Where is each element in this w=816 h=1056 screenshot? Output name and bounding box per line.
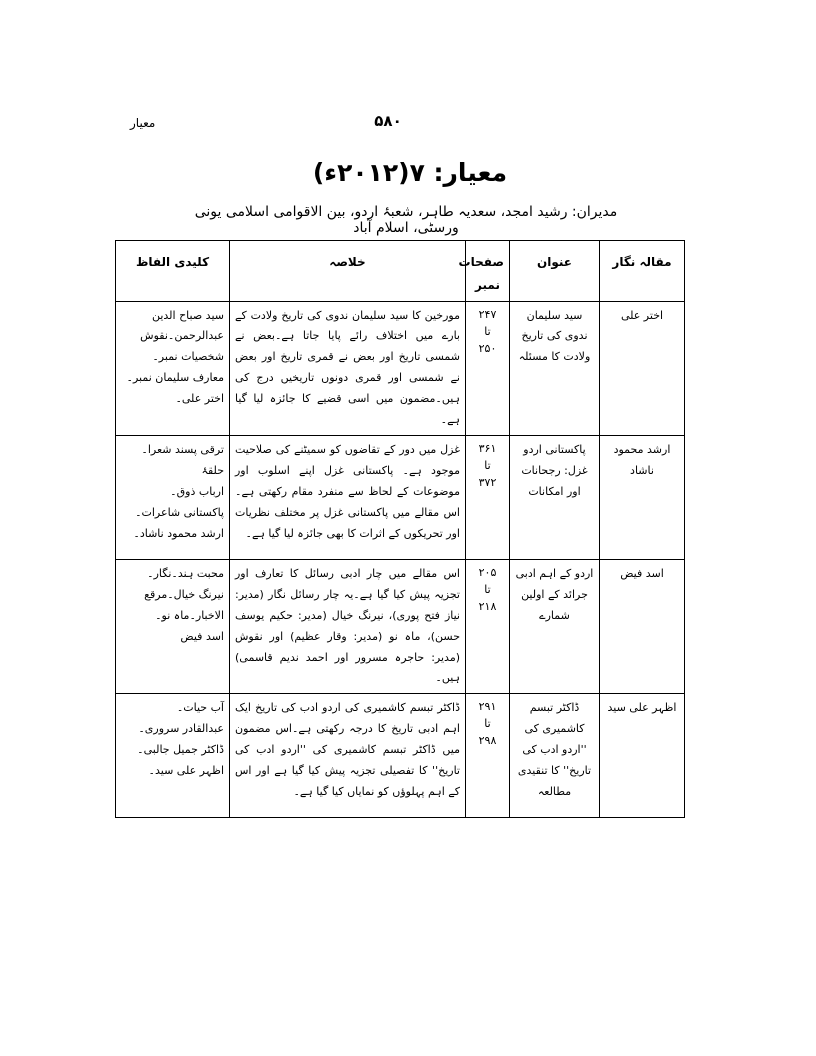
header-summary: خلاصہ — [230, 241, 466, 302]
page-to-label: تا — [484, 582, 491, 596]
pages-cell — [466, 301, 510, 435]
keyword: سید صباح الدین — [151, 308, 224, 322]
page-to: ۲۵۰ — [478, 341, 497, 355]
header-keywords: کلیدی الفاظ — [116, 241, 230, 302]
title-cell: ڈاکٹر تبسم کاشمیری کی ''اردو ادب کی تاریخ'' کا تنقیدی مطالعہ — [510, 694, 600, 818]
pages-cell — [466, 559, 510, 693]
author-cell: اسد فیض — [600, 559, 685, 693]
page-from: ۲۴۷ — [478, 307, 497, 321]
table-header-row — [116, 241, 685, 302]
table-row — [116, 559, 685, 693]
keyword: ارباب ذوق۔ — [170, 484, 224, 498]
header-author: مقالہ نگار — [600, 241, 685, 302]
title-cell: اردو کے اہم ادبی جرائد کے اولین شمارے — [510, 559, 600, 693]
pages-cell — [466, 694, 510, 818]
keyword: ڈاکٹر جمیل جالبی۔ — [137, 743, 224, 757]
page-to: ۲۹۸ — [478, 734, 497, 748]
table-row — [116, 301, 685, 435]
author-cell: اختر علی — [600, 301, 685, 435]
article-index-table — [115, 240, 685, 818]
keywords-cell — [116, 694, 230, 818]
page-from: ۲۰۵ — [478, 565, 497, 579]
keywords-cell — [116, 435, 230, 559]
summary-cell: ڈاکٹر تبسم کاشمیری کی اردو ادب کی تاریخ ایک اہم ادبی تاریخ کا درجہ رکھتی ہے۔اس مضمون میں ڈاکٹر تبسم کاشمیری کی ''اردو ادب کی تاریخ'' کا تفصیلی تجزیہ پیش کیا گیا ہے اور اس کے اہم پہلوؤں کو نمایاں کیا گیا ہے۔ — [230, 694, 466, 818]
title-cell: سید سلیمان ندوی کی تاریخ ولادت کا مسئلہ — [510, 301, 600, 435]
keyword: عبدالقادر سروری۔ — [138, 722, 224, 736]
author-cell: اظہر علی سید — [600, 694, 685, 818]
page-to-label: تا — [484, 717, 491, 731]
keyword: آب حیات۔ — [176, 701, 224, 715]
keywords-cell — [116, 301, 230, 435]
keyword: ارشد محمود ناشاد۔ — [133, 526, 224, 540]
keywords-cell — [116, 559, 230, 693]
summary-cell: غزل میں دور کے تقاضوں کو سمیٹنے کی صلاحیت موجود ہے۔ پاکستانی غزل اپنے اسلوب اور موضوعات کے لحاظ سے منفرد مقام رکھتی ہے۔اس مقالے میں پاکستانی غزل پر مختلف نظریات اور تحریکوں کے اثرات کا بھی جائزہ لیا گیا ہے۔ — [230, 435, 466, 559]
page-number: ۵۸۰ — [374, 112, 402, 130]
page-to: ۲۱۸ — [478, 600, 497, 614]
summary-cell: اس مقالے میں چار ادبی رسائل کا تعارف اور تجزیہ پیش کیا گیا ہے۔یہ چار رسائل نگار (مدیر: نیاز فتح پوری)، نیرنگ خیال (مدیر: حکیم یوسف حسن)، ماہ نو (مدیر: وقار عظیم) اور نقوش (مدیر: حاجرہ مسرور اور احمد ندیم قاسمی) ہیں۔ — [230, 559, 466, 693]
keyword: عبدالرحمن۔نقوش — [140, 329, 224, 343]
page-from: ۳۶۱ — [478, 441, 497, 455]
keyword: اختر علی۔ — [175, 392, 224, 406]
title-cell: پاکستانی اردو غزل: رجحانات اور امکانات — [510, 435, 600, 559]
summary-cell: مورخین کا سید سلیمان ندوی کی تاریخ ولادت کے بارے میں اختلاف رائے پایا جاتا ہے۔بعض نے شمسی تاریخ اور بعض نے قمری تاریخ اور بعض نے شمسی اور قمری دونوں تاریخیں درج کی ہیں۔مضمون میں اسی قضیے کا جائزہ لیا گیا ہے۔ — [230, 301, 466, 435]
page-to-label: تا — [484, 458, 491, 472]
keyword: معارف سلیمان نمبر۔ — [126, 371, 224, 385]
table-row — [116, 694, 685, 818]
keyword: محبت ہند۔نگار۔ — [147, 566, 224, 580]
keyword: پاکستانی شاعرات۔ — [135, 505, 224, 519]
author-cell: ارشد محمود ناشاد — [600, 435, 685, 559]
keyword: اظہر علی سید۔ — [148, 763, 224, 777]
page-from: ۲۹۱ — [478, 700, 497, 714]
keyword: نیرنگ خیال۔مرقع — [144, 587, 224, 601]
header-title: عنوان — [510, 241, 600, 302]
editors-line: مدیران: رشید امجد، سعدیہ طاہر، شعبۂ اردو، بین الاقوامی اسلامی یونی ورسٹی، اسلام آباد — [194, 204, 618, 236]
page-title: معیار: ۷(۲۰۱۲ء) — [312, 158, 508, 187]
page-to-label: تا — [484, 324, 491, 338]
table-row — [116, 435, 685, 559]
keyword: شخصیات نمبر۔ — [152, 350, 224, 364]
keyword: اسد فیض — [180, 629, 224, 643]
pages-cell — [466, 435, 510, 559]
running-head: معیار — [130, 116, 156, 130]
header-pages: صفحات نمبر — [466, 241, 510, 302]
page-to: ۳۷۲ — [478, 476, 497, 490]
keyword: ترقی پسند شعرا۔حلقۂ — [141, 442, 224, 477]
keyword: الاخبار۔ماہ نو۔ — [155, 608, 224, 622]
